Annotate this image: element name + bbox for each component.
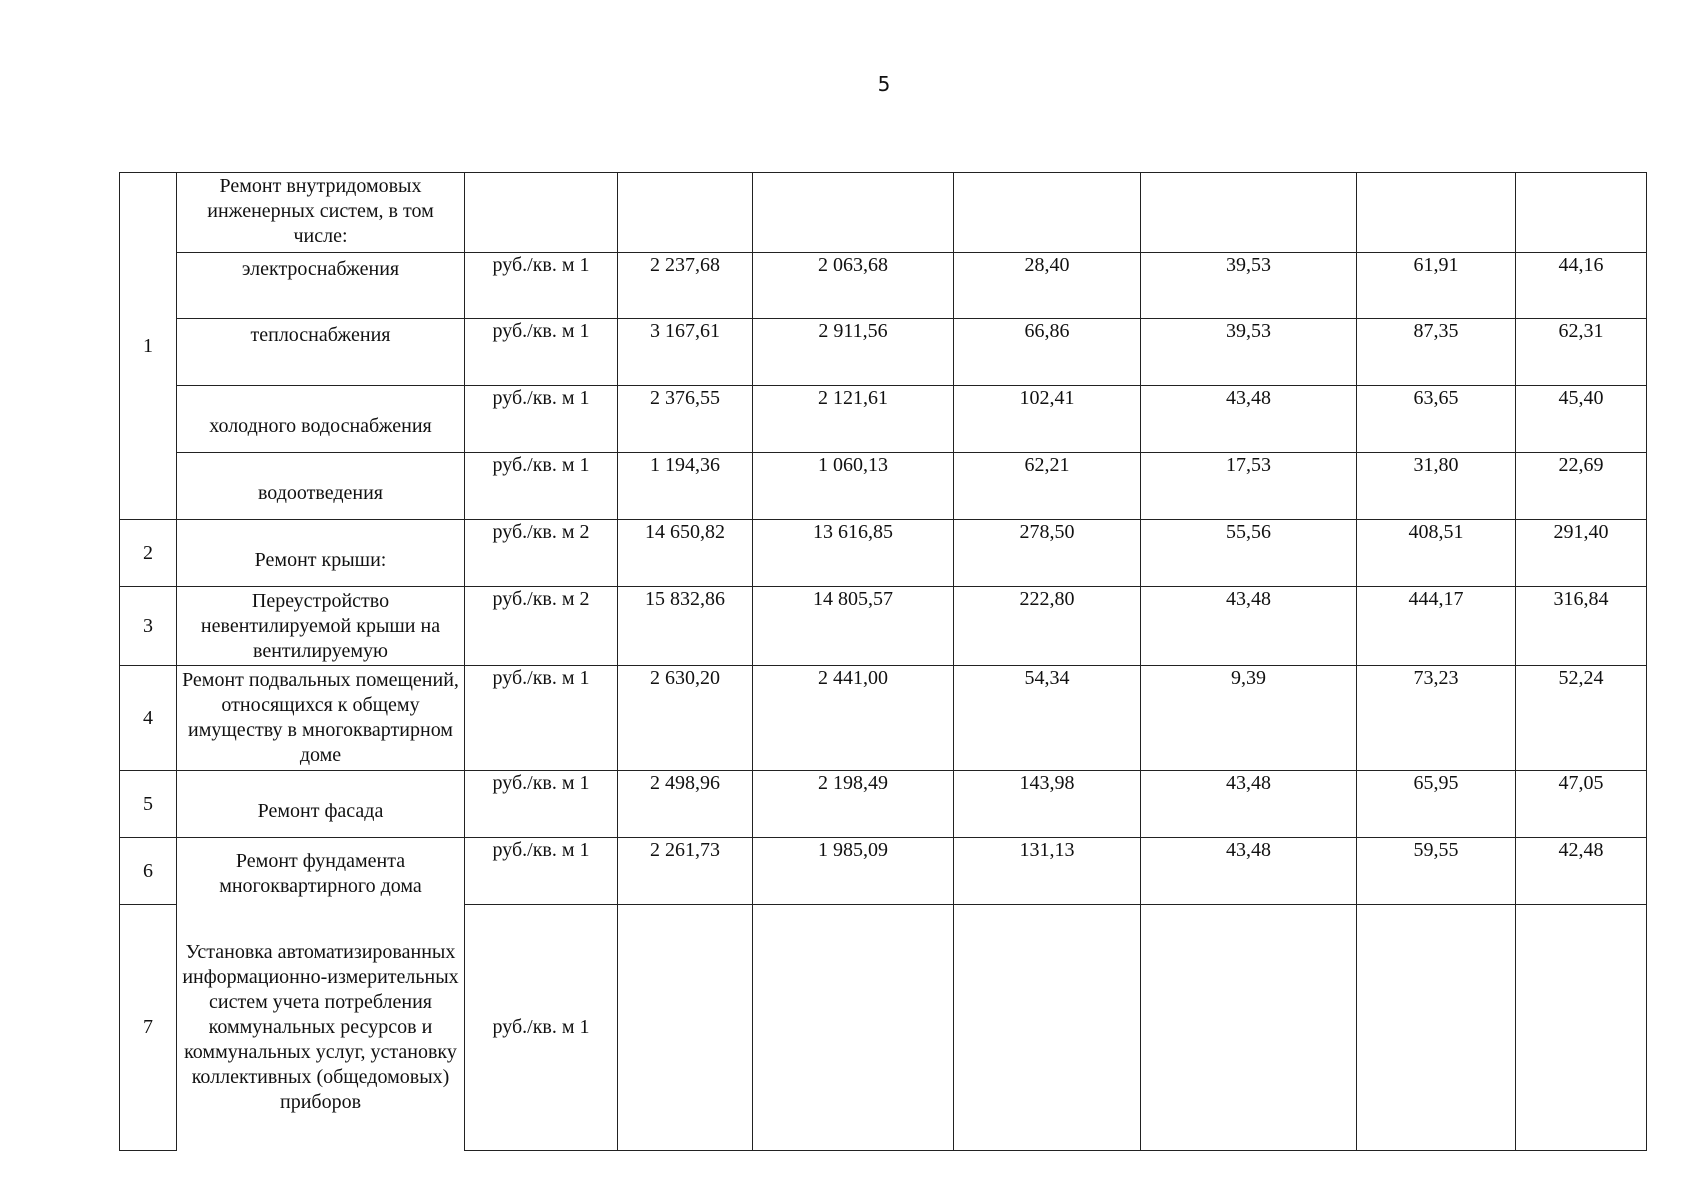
unit-cell: руб./кв. м 1 (465, 666, 618, 771)
work-name: Ремонт фундамента многоквартирного дома (177, 838, 465, 905)
value-cell: 2 911,56 (753, 319, 954, 386)
empty-cell (1357, 173, 1516, 253)
value-cell: 52,24 (1516, 666, 1647, 771)
empty-cell (1141, 905, 1357, 1151)
value-cell: 43,48 (1141, 386, 1357, 453)
table-row (120, 838, 1647, 905)
value-cell: 22,69 (1516, 453, 1647, 520)
empty-cell (1516, 905, 1647, 1151)
table-row (120, 771, 1647, 838)
value-cell: 1 060,13 (753, 453, 954, 520)
row-number: 3 (120, 587, 177, 666)
value-cell: 42,48 (1516, 838, 1647, 905)
value-cell: 278,50 (954, 520, 1141, 587)
value-cell: 3 167,61 (618, 319, 753, 386)
value-cell: 222,80 (954, 587, 1141, 666)
value-cell: 28,40 (954, 253, 1141, 319)
value-cell: 2 441,00 (753, 666, 954, 771)
row-number: 6 (120, 838, 177, 905)
value-cell: 143,98 (954, 771, 1141, 838)
work-name: Ремонт крыши: (177, 520, 465, 587)
value-cell: 131,13 (954, 838, 1141, 905)
table-row (120, 319, 1647, 386)
table-row (120, 453, 1647, 520)
value-cell: 44,16 (1516, 253, 1647, 319)
value-cell: 45,40 (1516, 386, 1647, 453)
value-cell: 43,48 (1141, 771, 1357, 838)
unit-cell: руб./кв. м 1 (465, 453, 618, 520)
value-cell: 1 194,36 (618, 453, 753, 520)
work-name: теплоснабжения (177, 319, 465, 386)
value-cell: 62,21 (954, 453, 1141, 520)
value-cell: 2 261,73 (618, 838, 753, 905)
value-cell: 65,95 (1357, 771, 1516, 838)
value-cell: 63,65 (1357, 386, 1516, 453)
value-cell: 31,80 (1357, 453, 1516, 520)
row-number: 5 (120, 771, 177, 838)
value-cell: 9,39 (1141, 666, 1357, 771)
value-cell: 14 650,82 (618, 520, 753, 587)
work-name: Переустройство невентилируемой крыши на вентилируемую (177, 587, 465, 666)
value-cell: 444,17 (1357, 587, 1516, 666)
work-name: Установка автоматизированных информационно-измерительных систем учета потребления коммунальных ресурсов и коммунальных услуг, установку коллективных (общедомовых) приборов (177, 905, 465, 1151)
page-number: 5 (877, 72, 891, 96)
empty-cell (1357, 905, 1516, 1151)
row-number: 1 (120, 173, 177, 520)
table-row (120, 905, 1647, 1151)
table-row (120, 253, 1647, 319)
unit-cell: руб./кв. м 1 (465, 253, 618, 319)
value-cell: 2 237,68 (618, 253, 753, 319)
work-name: Ремонт внутридомовых инженерных систем, в том числе: (177, 173, 465, 253)
value-cell: 47,05 (1516, 771, 1647, 838)
work-name: электроснабжения (177, 253, 465, 319)
value-cell: 2 063,68 (753, 253, 954, 319)
empty-cell (1141, 173, 1357, 253)
value-cell: 54,34 (954, 666, 1141, 771)
table-row (120, 520, 1647, 587)
value-cell: 408,51 (1357, 520, 1516, 587)
value-cell: 62,31 (1516, 319, 1647, 386)
unit-cell: руб./кв. м 1 (465, 838, 618, 905)
table-row (120, 587, 1647, 666)
unit-cell: руб./кв. м 1 (465, 771, 618, 838)
work-name: Ремонт подвальных помещений, относящихся к общему имуществу в многоквартирном доме (177, 666, 465, 771)
row-number: 7 (120, 905, 177, 1151)
value-cell: 87,35 (1357, 319, 1516, 386)
row-number: 2 (120, 520, 177, 587)
empty-cell (954, 173, 1141, 253)
work-name: Ремонт фасада (177, 771, 465, 838)
value-cell: 39,53 (1141, 253, 1357, 319)
table-row (120, 666, 1647, 771)
value-cell: 102,41 (954, 386, 1141, 453)
value-cell: 17,53 (1141, 453, 1357, 520)
table-row (120, 386, 1647, 453)
value-cell: 1 985,09 (753, 838, 954, 905)
value-cell: 2 630,20 (618, 666, 753, 771)
unit-cell: руб./кв. м 1 (465, 319, 618, 386)
row-number: 4 (120, 666, 177, 771)
work-name: водоотведения (177, 453, 465, 520)
value-cell: 73,23 (1357, 666, 1516, 771)
unit-cell: руб./кв. м 2 (465, 587, 618, 666)
value-cell: 13 616,85 (753, 520, 954, 587)
empty-cell (753, 905, 954, 1151)
value-cell: 39,53 (1141, 319, 1357, 386)
unit-cell: руб./кв. м 2 (465, 520, 618, 587)
value-cell: 2 376,55 (618, 386, 753, 453)
empty-cell (465, 173, 618, 253)
value-cell: 2 121,61 (753, 386, 954, 453)
value-cell: 14 805,57 (753, 587, 954, 666)
empty-cell (618, 173, 753, 253)
value-cell: 66,86 (954, 319, 1141, 386)
value-cell: 15 832,86 (618, 587, 753, 666)
value-cell: 43,48 (1141, 838, 1357, 905)
value-cell: 316,84 (1516, 587, 1647, 666)
table-row (120, 173, 1647, 253)
value-cell: 291,40 (1516, 520, 1647, 587)
empty-cell (1516, 173, 1647, 253)
cost-table (119, 172, 1647, 1151)
empty-cell (618, 905, 753, 1151)
value-cell: 59,55 (1357, 838, 1516, 905)
empty-cell (753, 173, 954, 253)
value-cell: 2 498,96 (618, 771, 753, 838)
work-name: холодного водоснабжения (177, 386, 465, 453)
unit-cell: руб./кв. м 1 (465, 386, 618, 453)
empty-cell (954, 905, 1141, 1151)
value-cell: 43,48 (1141, 587, 1357, 666)
value-cell: 61,91 (1357, 253, 1516, 319)
value-cell: 2 198,49 (753, 771, 954, 838)
unit-cell: руб./кв. м 1 (465, 905, 618, 1151)
value-cell: 55,56 (1141, 520, 1357, 587)
